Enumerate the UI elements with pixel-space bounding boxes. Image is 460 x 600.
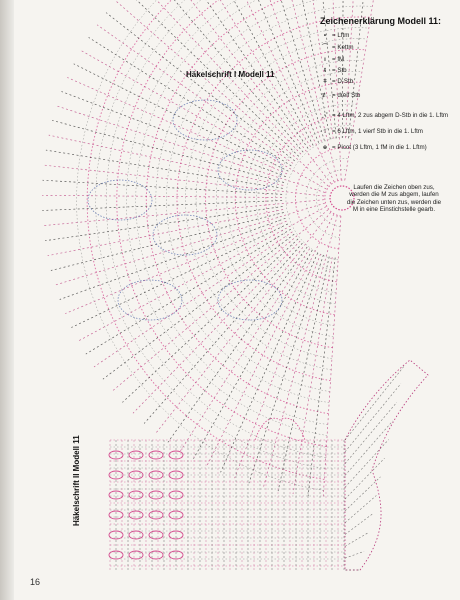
fan-spoke <box>221 253 318 472</box>
strip-cluster <box>129 451 143 459</box>
fan-spoke <box>67 78 287 174</box>
fan-ring <box>166 6 372 392</box>
fan-ring <box>196 39 367 359</box>
fan-spoke <box>42 195 282 197</box>
fan-spoke <box>89 37 292 166</box>
fan-spoke <box>42 201 282 211</box>
legend-item-text: = dreif Stb <box>332 92 361 99</box>
legend-item <box>318 32 460 39</box>
fan-spoke <box>94 232 292 367</box>
legend-item-text: = 4 Lftm, 2 zus abgem D-Stb in die 1. Lftm <box>332 112 449 119</box>
legend-item <box>318 56 460 63</box>
legend-item-text: = Picot (3 Lftm, 1 fM in die 1. Lftm) <box>332 144 427 151</box>
legend-item-text: = fM <box>332 56 345 63</box>
quadruple-stitch-icon: ⫶ <box>324 128 326 135</box>
strip-chart-drawing <box>109 360 428 570</box>
fan-spoke <box>345 0 389 180</box>
fan-ring <box>126 0 379 435</box>
chart1-title: Häkelschrift I Modell 11 <box>186 70 275 79</box>
cluster-icon: ⋰ <box>321 112 329 119</box>
strip-flare-line <box>345 440 389 488</box>
legend-title: Zeichenerklärung Modell 11: <box>320 16 442 26</box>
fan-spoke <box>55 203 325 285</box>
chart2-title: Häkelschrift II Modell 11 <box>72 435 81 526</box>
fan-spoke <box>62 92 286 177</box>
legend-item-text: = 6 Lftm, 1 vierf Stb in die 1. Lftm <box>332 128 423 135</box>
fan-spoke <box>57 106 325 193</box>
note-text: Laufen die Zeichen oben zus, werden die M zus abgem, laufen die Zeichen unten zus, werden die M in eine Einstichstelle gearb. <box>346 184 442 214</box>
fan-spoke <box>144 243 302 423</box>
fan-spoke <box>74 64 289 171</box>
strip-flare-line <box>345 384 401 452</box>
strip-flare-line <box>345 402 397 463</box>
strip-cluster <box>149 451 163 459</box>
triple-treble-icon: ≢ <box>321 92 329 99</box>
fan-motif-ellipse <box>153 215 217 255</box>
strip-flare-line <box>345 477 380 511</box>
fan-spoke <box>60 218 286 299</box>
page-number: 16 <box>30 577 41 587</box>
fan-spoke <box>103 234 294 379</box>
fan-motif-ellipse <box>218 280 282 320</box>
legend-item <box>318 92 460 99</box>
strip-flare-line <box>345 421 393 476</box>
legend-item <box>318 78 460 85</box>
fan-spoke <box>278 257 329 492</box>
legend-item-text: = D-Stb <box>332 78 354 85</box>
fan-spoke <box>156 212 331 433</box>
strip-flare-line <box>345 514 372 534</box>
fan-spoke <box>181 249 310 451</box>
legend-item-text: = Kettm <box>332 44 354 51</box>
double-crochet-icon: ŧ <box>323 67 327 74</box>
fan-spoke <box>207 214 334 466</box>
strip-cluster <box>149 511 163 519</box>
fan-spoke <box>49 135 284 185</box>
fan-motif-ellipse <box>88 180 152 220</box>
treble-crochet-icon: ǂ <box>323 78 327 85</box>
fan-spoke <box>78 207 326 341</box>
legend-item <box>318 144 460 151</box>
fan-spoke <box>133 241 300 413</box>
fan-spoke <box>235 254 321 478</box>
strip-flare-line <box>345 495 376 522</box>
fan-spoke <box>168 247 307 442</box>
strip-flare-line <box>345 458 385 499</box>
strip-top-scallop <box>255 418 305 440</box>
fan-spoke <box>48 210 284 256</box>
strip-cluster <box>149 491 163 499</box>
fan-ring <box>295 147 350 248</box>
fan-spoke <box>45 207 283 241</box>
strip-cluster <box>129 511 143 519</box>
legend-item <box>318 67 460 74</box>
slip-stitch-icon: ⌒ <box>321 44 329 51</box>
fan-ring <box>227 71 362 325</box>
fan-spoke <box>106 13 295 161</box>
fan-spoke <box>71 224 288 328</box>
strip-cluster <box>129 491 143 499</box>
fan-ring <box>136 0 378 425</box>
legend-item <box>318 44 460 51</box>
legend-item-text: = Stb <box>332 67 347 74</box>
legend-item <box>318 112 460 119</box>
strip-flare-outline <box>345 360 428 570</box>
legend-item <box>318 128 460 135</box>
fan-spoke <box>44 165 324 196</box>
fan-spoke <box>65 221 286 314</box>
strip-flare-line <box>345 365 405 440</box>
single-crochet-icon: ı <box>324 56 326 63</box>
fan-ring <box>216 60 363 336</box>
chain-stitch-icon: • <box>323 32 327 39</box>
fan-spoke <box>51 213 284 271</box>
picot-icon: ɵ <box>323 144 327 151</box>
strip-flare-line <box>345 551 364 558</box>
legend-item-text: = Lftm <box>332 32 350 39</box>
strip-flare-line <box>345 533 368 547</box>
fan-ring <box>306 158 348 237</box>
fan-spoke <box>293 257 332 494</box>
